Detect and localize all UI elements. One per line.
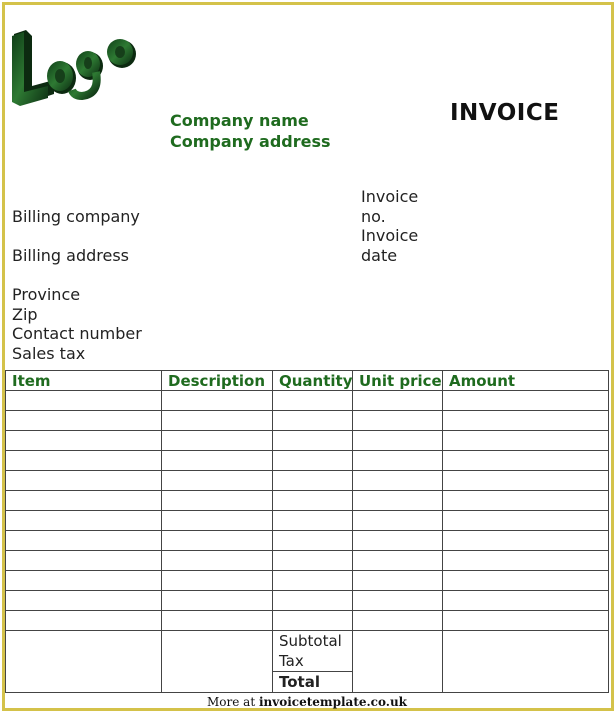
table-cell[interactable] [443,471,609,491]
table-cell[interactable] [162,471,273,491]
table-row [6,551,609,571]
table-cell[interactable] [443,511,609,531]
table-cell[interactable] [6,571,162,591]
table-cell[interactable] [273,611,353,631]
table-cell[interactable] [162,611,273,631]
table-cell[interactable] [353,431,443,451]
table-cell[interactable] [443,531,609,551]
summary-amount-cell[interactable] [443,631,609,693]
table-cell[interactable] [273,531,353,551]
table-cell[interactable] [273,591,353,611]
table-cell[interactable] [162,391,273,411]
table-cell[interactable] [162,551,273,571]
table-cell[interactable] [162,431,273,451]
table-cell[interactable] [443,431,609,451]
invoice-no-label-2: no. [361,206,386,226]
table-cell[interactable] [162,571,273,591]
header-quantity: Quantity [273,371,353,391]
table-cell[interactable] [353,451,443,471]
header-amount: Amount [443,371,609,391]
table-cell[interactable] [353,551,443,571]
table-cell[interactable] [353,471,443,491]
table-cell[interactable] [273,491,353,511]
table-cell[interactable] [6,551,162,571]
line-items-table [5,370,609,693]
table-cell[interactable] [443,451,609,471]
table-cell[interactable] [443,551,609,571]
subtotal-label: Subtotal [279,632,342,650]
billing-address: Billing address [12,246,129,265]
table-row [6,411,609,431]
table-cell[interactable] [6,391,162,411]
table-cell[interactable] [353,391,443,411]
billing-sales-tax: Sales tax [12,343,86,363]
invoice-meta [361,187,418,265]
table-cell[interactable] [6,511,162,531]
table-cell[interactable] [353,491,443,511]
table-cell[interactable] [353,591,443,611]
company-address: Company address [170,132,331,151]
table-cell[interactable] [443,611,609,631]
table-cell[interactable] [353,411,443,431]
table-cell[interactable] [6,591,162,611]
table-cell[interactable] [273,391,353,411]
logo-image [10,26,150,116]
table-cell[interactable] [162,531,273,551]
table-header-row [6,371,609,391]
billing-province: Province [12,285,81,304]
table-row [6,571,609,591]
table-row [6,591,609,611]
table-cell[interactable] [273,511,353,531]
table-cell[interactable] [443,491,609,511]
table-cell[interactable] [443,571,609,591]
table-cell[interactable] [6,411,162,431]
invoice-date-label-2: date [361,245,398,265]
table-cell[interactable] [6,531,162,551]
table-cell[interactable] [6,431,162,451]
billing-contact: Contact number [12,324,142,343]
table-cell[interactable] [6,471,162,491]
header-item: Item [6,371,162,391]
table-cell[interactable] [162,411,273,431]
table-cell[interactable] [273,571,353,591]
table-row [6,611,609,631]
table-row [6,451,609,471]
summary-empty-description [162,631,273,693]
table-row [6,491,609,511]
table-cell[interactable] [353,571,443,591]
table-row [6,391,609,411]
table-cell[interactable] [6,451,162,471]
table-cell[interactable] [273,451,353,471]
table-cell[interactable] [273,431,353,451]
table-row [6,511,609,531]
table-cell[interactable] [162,591,273,611]
total-label: Total [273,671,352,692]
company-name: Company name [170,111,309,130]
table-cell[interactable] [353,531,443,551]
table-cell[interactable] [6,611,162,631]
tax-label: Tax [279,652,304,670]
table-row [6,531,609,551]
table-cell[interactable] [6,491,162,511]
summary-labels [273,631,353,693]
table-cell[interactable] [162,451,273,471]
table-cell[interactable] [273,471,353,491]
footer-credit [0,695,614,709]
invoice-title: INVOICE [450,100,560,126]
footer-prefix: More at [207,695,256,709]
invoice-no-label-1: Invoice [361,187,419,206]
table-cell[interactable] [273,411,353,431]
table-row [6,431,609,451]
table-row [6,471,609,491]
table-cell[interactable] [443,591,609,611]
table-cell[interactable] [162,491,273,511]
summary-empty-item [6,631,162,693]
table-cell[interactable] [443,411,609,431]
table-cell[interactable] [353,511,443,531]
table-cell[interactable] [353,611,443,631]
company-block [170,110,331,152]
summary-row [6,631,609,693]
invoice-date-label-1: Invoice [361,226,419,245]
header-description: Description [162,371,273,391]
table-cell[interactable] [443,391,609,411]
billing-company: Billing company [12,207,140,226]
billing-zip: Zip [12,304,38,324]
footer-site[interactable]: invoicetemplate.co.uk [258,695,407,709]
billing-block [12,207,142,363]
header-unit-price: Unit price [353,371,443,391]
summary-unit-price-cell[interactable] [353,631,443,693]
table-cell[interactable] [273,551,353,571]
table-cell[interactable] [162,511,273,531]
